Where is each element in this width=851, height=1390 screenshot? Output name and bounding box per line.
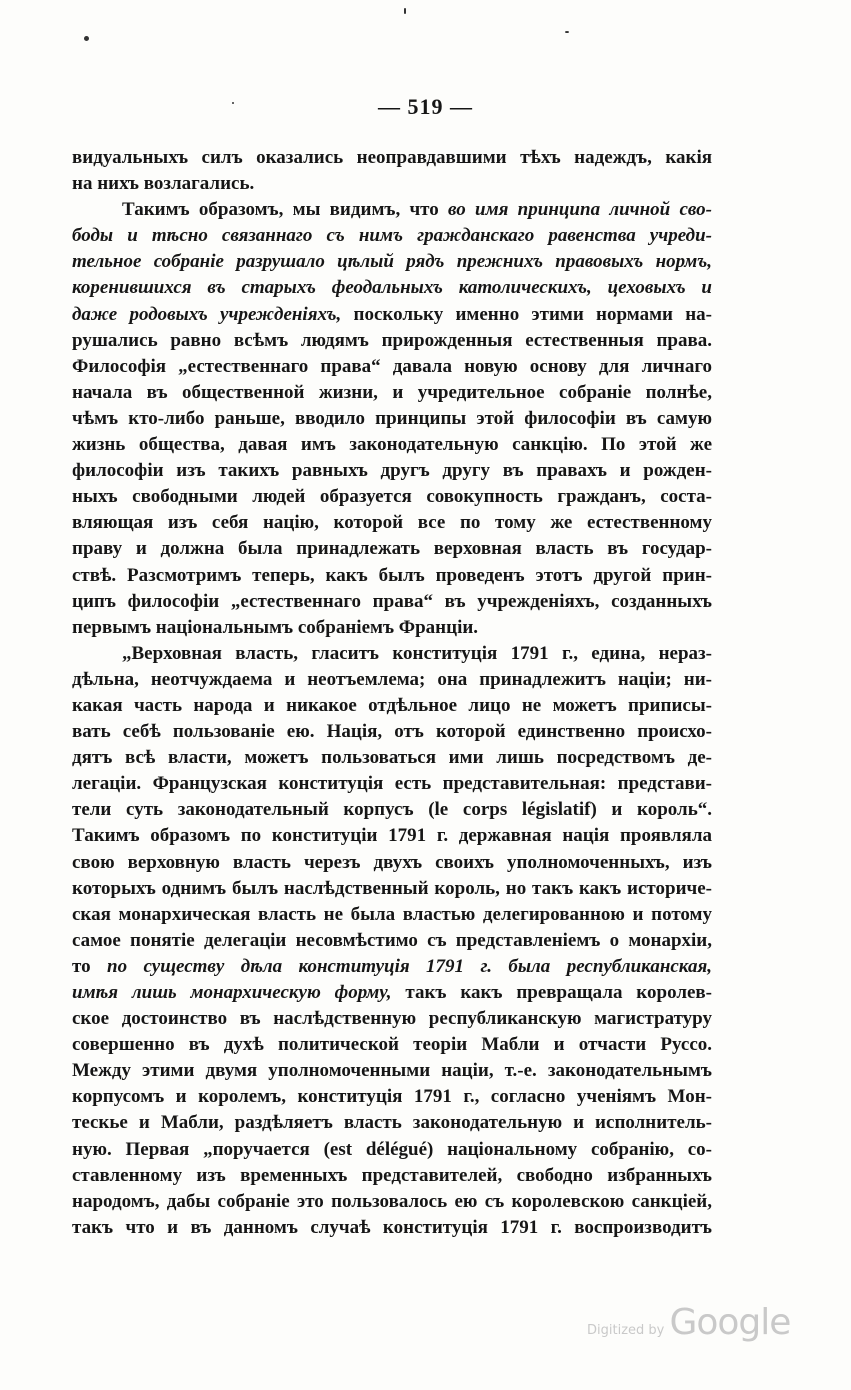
text-run: на нихъ возлагались. [72, 173, 255, 195]
text-line [72, 615, 712, 641]
text-line [72, 1006, 712, 1032]
text-line [72, 771, 712, 797]
ink-speck [404, 8, 406, 14]
text-line [72, 536, 712, 562]
text-line [72, 197, 712, 223]
text-line [72, 1084, 712, 1110]
text-line [72, 432, 712, 458]
text-run: Такимъ образомъ по конституціи 1791 г. державная нація проявляла [72, 825, 712, 847]
watermark-google-logo: Google [669, 1302, 791, 1343]
text-run: тели суть законодательный корпусъ (le corps législatif) и король“. [72, 799, 712, 821]
text-run: дятъ всѣ власти, можетъ пользоваться ими лишь посредствомъ де- [72, 747, 712, 769]
text-line [72, 745, 712, 771]
text-run: ское достоинство въ наслѣдственную республиканскую магистратуру [72, 1008, 712, 1030]
text-line [72, 719, 712, 745]
text-run: рушались равно всѣмъ людямъ прирожденныя естественныя права. [72, 329, 712, 351]
page-number: — 519 — [378, 94, 473, 119]
text-run: жизнь общества, давая имъ законодательную санкцію. По этой же [72, 434, 712, 456]
text-line [72, 1163, 712, 1189]
text-line [72, 563, 712, 589]
italic-text: имѣя лишь монархическую форму, [72, 982, 392, 1003]
text-run: дѣльна, неотчуждаема и неотъемлема; она принадлежитъ націи; ни- [72, 668, 712, 690]
text-run: праву и должна была принадлежать верховная власть въ государ- [72, 538, 712, 560]
text-run: ныхъ свободными людей образуется совокупность гражданъ, соста- [72, 486, 712, 508]
text-run: то [72, 955, 107, 977]
text-run: совершенно въ духѣ политической теоріи Мабли и отчасти Руссо. [72, 1034, 712, 1056]
text-line [72, 1032, 712, 1058]
ink-speck [84, 36, 89, 41]
text-run: ципъ философіи „естественнаго права“ въ учрежденіяхъ, созданныхъ [72, 590, 712, 612]
text-line [72, 380, 712, 406]
text-line [72, 249, 712, 275]
text-line [72, 797, 712, 823]
italic-text: по существу дѣла конституція 1791 г. была республиканская, [107, 955, 712, 977]
text-run: свою верховную власть черезъ двухъ своихъ уполномоченныхъ, изъ [72, 851, 712, 873]
ink-speck [565, 31, 569, 33]
text-line [72, 1058, 712, 1084]
text-run: народомъ, дабы собраніе это пользовалось ею съ королевскою санкціей, [72, 1190, 712, 1212]
text-run: чѣмъ кто-либо раньше, вводило принципы этой философіи въ самую [72, 407, 712, 429]
text-run: Философія „естественнаго права“ давала новую основу для личнаго [72, 355, 712, 377]
text-line [72, 850, 712, 876]
text-run: такъ что и въ данномъ случаѣ конституція 1791 г. воспроизводитъ [72, 1216, 712, 1238]
text-line [72, 302, 712, 328]
text-line [72, 145, 712, 171]
text-run: ную. Первая „поручается (est délégué) національному собранію, со- [72, 1138, 712, 1160]
text-line [72, 954, 712, 980]
text-line [72, 589, 712, 615]
italic-text: даже родовыхъ учрежденіяхъ, [72, 303, 342, 325]
text-line [72, 1189, 712, 1215]
text-run: легаціи. Французская конституція есть представительная: представи- [72, 773, 712, 795]
text-line [72, 641, 712, 667]
text-line [72, 667, 712, 693]
text-line [72, 902, 712, 928]
text-run: вляющая изъ себя націю, которой все по тому же естественному [72, 512, 712, 534]
text-run: видуальныхъ силъ оказались неоправдавшими тѣхъ надеждъ, какія [72, 147, 712, 168]
italic-text: тельное собраніе разрушало цѣлый рядъ прежнихъ правовыхъ нормъ, [72, 251, 712, 273]
text-run: такъ какъ превращала королев- [391, 982, 713, 1003]
text-run: „Верховная власть, гласитъ конституція 1791 г., едина, нераз- [122, 642, 712, 664]
italic-text: коренившихся въ старыхъ феодальныхъ католическихъ, цеховыхъ и [72, 277, 712, 299]
text-line [72, 1215, 712, 1241]
italic-text: боды и тѣсно связаннаго съ нимъ гражданскаго равенства учреди- [72, 225, 712, 247]
text-line [72, 275, 712, 301]
text-run: которыхъ однимъ былъ наслѣдственный король, но такъ какъ историче- [72, 877, 712, 899]
text-body [72, 145, 712, 1241]
text-run: самое понятіе делегаціи несовмѣстимо съ представленіемъ о монархіи, [72, 929, 712, 951]
text-line [72, 328, 712, 354]
text-line [72, 223, 712, 249]
text-run: ская монархическая власть не была властью делегированною и потому [72, 903, 712, 925]
watermark-small-text: Digitized by [587, 1323, 665, 1338]
text-line [72, 823, 712, 849]
text-line [72, 876, 712, 902]
text-run: ставленному изъ временныхъ представителей, свободно избранныхъ [72, 1164, 712, 1186]
text-run: какая часть народа и никакое отдѣльное лицо не можетъ приписы- [72, 694, 712, 716]
digitized-by-google-watermark [587, 1302, 790, 1343]
text-line [72, 406, 712, 432]
text-run: начала въ общественной жизни, и учредительное собраніе полнѣе, [72, 381, 712, 403]
text-line [72, 354, 712, 380]
text-run: тескье и Мабли, раздѣляетъ власть законодательную и исполнитель- [72, 1112, 712, 1134]
text-line [72, 980, 712, 1006]
text-line [72, 928, 712, 954]
text-line [72, 484, 712, 510]
text-line [72, 171, 712, 197]
text-line [72, 510, 712, 536]
text-run: Такимъ образомъ, мы видимъ, что [122, 199, 449, 221]
italic-text: во имя принципа личной сво- [448, 199, 712, 221]
text-run: философіи изъ такихъ равныхъ другъ другу въ правахъ и рожден- [72, 460, 712, 482]
text-run: вать себѣ пользованіе ею. Нація, отъ которой единственно происхо- [72, 721, 712, 743]
text-run: ствѣ. Разсмотримъ теперь, какъ былъ проведенъ этотъ другой прин- [72, 564, 712, 586]
text-line [72, 693, 712, 719]
text-line [72, 1137, 712, 1163]
text-line [72, 458, 712, 484]
text-run: первымъ національнымъ собраніемъ Франціи. [72, 616, 479, 638]
text-line [72, 1110, 712, 1136]
text-run: Между этими двумя уполномоченными націи, т.-е. законодательнымъ [72, 1060, 712, 1082]
text-run: корпусомъ и королемъ, конституція 1791 г., согласно ученіямъ Мон- [72, 1086, 712, 1108]
text-run: поскольку именно этими нормами на- [341, 303, 712, 325]
